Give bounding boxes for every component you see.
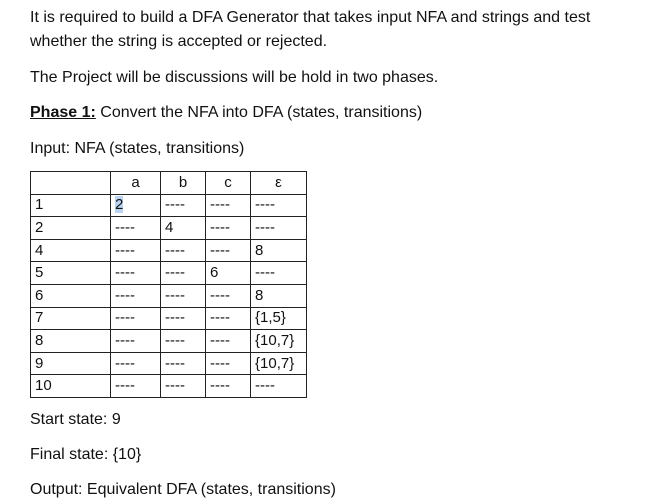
header-cell-state [31,172,111,195]
transition-cell: ---- [251,194,307,217]
final-state: Final state: {10} [30,446,142,463]
nfa-transition-table [30,171,307,398]
transition-cell: ---- [111,352,161,375]
table-row [31,307,307,330]
phase-1-paragraph [30,101,422,125]
table-row [31,352,307,375]
transition-cell: ---- [206,194,251,217]
intro-line-2: whether the string is accepted or rejected. [30,33,328,50]
transition-cell: ---- [251,375,307,398]
transition-cell: ---- [161,375,206,398]
phases-paragraph: The Project will be discussions will be hold in two phases. [30,69,439,86]
transition-cell: 8 [251,239,307,262]
transition-cell: ---- [161,307,206,330]
transition-cell: ---- [161,330,206,353]
table-row [31,194,307,217]
output-label: Output: Equivalent DFA (states, transitions) [30,481,336,498]
table-row [31,239,307,262]
table-row [31,217,307,240]
transition-cell: ---- [206,239,251,262]
transition-cell: ---- [206,352,251,375]
transition-cell: ---- [111,262,161,285]
selected-text: 2 [115,196,124,214]
state-cell: 7 [31,307,111,330]
table-row [31,284,307,307]
transition-cell [111,194,161,217]
state-cell: 6 [31,284,111,307]
transition-cell: {10,7} [251,330,307,353]
state-cell: 4 [31,239,111,262]
transition-cell: ---- [161,239,206,262]
transition-cell: ---- [111,217,161,240]
header-cell-symbol: c [206,172,251,195]
transition-cell: {10,7} [251,352,307,375]
state-cell: 2 [31,217,111,240]
state-cell: 10 [31,375,111,398]
phase-1-heading: Phase 1: [30,104,96,121]
transition-cell: ---- [111,330,161,353]
state-cell: 1 [31,194,111,217]
transition-cell: ---- [251,262,307,285]
transition-cell: ---- [111,375,161,398]
table-row [31,375,307,398]
transition-cell: ---- [206,284,251,307]
transition-cell: ---- [161,284,206,307]
transition-cell: ---- [111,307,161,330]
transition-cell: 4 [161,217,206,240]
header-cell-symbol: b [161,172,206,195]
transition-cell: ---- [206,375,251,398]
transition-cell: ---- [161,352,206,375]
transition-cell: 6 [206,262,251,285]
transition-cell: ---- [111,284,161,307]
table-row [31,330,307,353]
phase-1-description: Convert the NFA into DFA (states, transitions) [95,104,423,121]
start-state: Start state: 9 [30,411,121,428]
transition-cell: ---- [206,307,251,330]
intro-line-1: It is required to build a DFA Generator that takes input NFA and strings and test [30,9,591,26]
transition-cell: ---- [206,217,251,240]
state-cell: 5 [31,262,111,285]
header-cell-symbol: ε [251,172,307,195]
transition-cell: 8 [251,284,307,307]
table-row [31,262,307,285]
state-cell: 8 [31,330,111,353]
transition-cell: ---- [111,239,161,262]
transition-cell: ---- [251,217,307,240]
transition-cell: ---- [161,194,206,217]
input-label: Input: NFA (states, transitions) [30,140,245,157]
state-cell: 9 [31,352,111,375]
header-cell-symbol: a [111,172,161,195]
transition-cell: ---- [206,330,251,353]
transition-cell: {1,5} [251,307,307,330]
transition-cell: ---- [161,262,206,285]
table-header-row [31,172,307,195]
